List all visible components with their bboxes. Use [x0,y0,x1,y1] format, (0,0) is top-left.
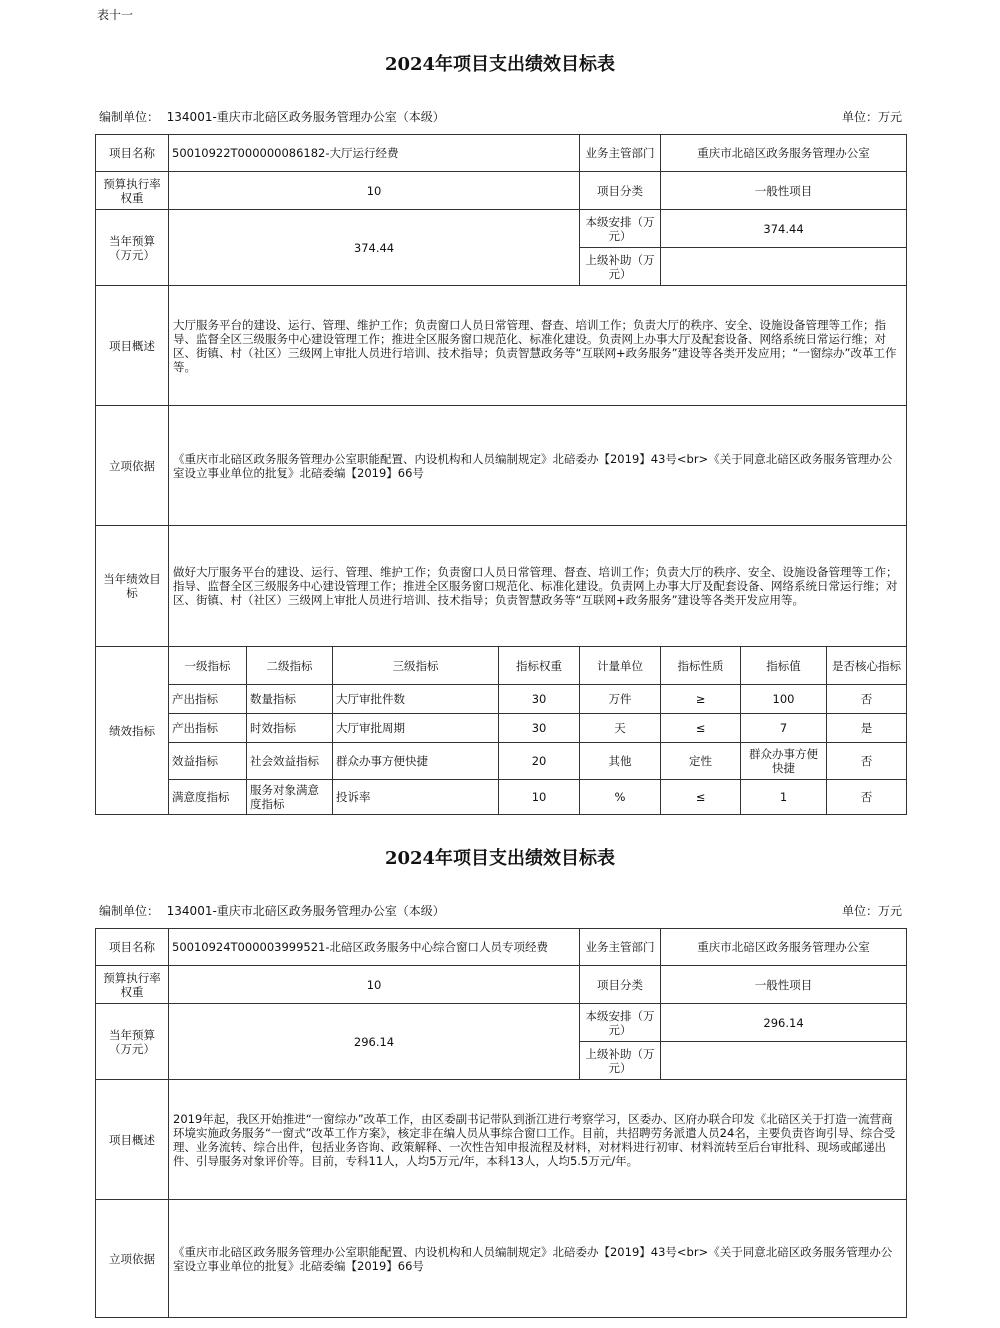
header-level1: 一级指标 [169,647,247,685]
indicator-core: 否 [827,685,907,714]
indicator-weight: 30 [499,714,580,743]
indicator-level1: 产出指标 [169,685,247,714]
indicator-unit: % [580,780,661,815]
label-dept: 业务主管部门 [580,929,661,966]
indicator-weight: 10 [499,780,580,815]
table-row [96,685,907,714]
value-budget: 296.14 [169,1004,580,1080]
form1-title: 2024年项目支出绩效目标表 [384,54,616,75]
value-weight: 10 [169,172,580,210]
label-category: 项目分类 [580,966,661,1004]
value-overview: 2019年起，我区开始推进“一窗综办”改革工作，由区委副书记带队到浙江进行考察学习，区委办、区府办联合印发《北碚区关于打造一流营商环境实施政务服务“一窗式”改革工作方案》，核定非在编人员从事综合窗口工作。目前，共招聘劳务派遣人员24名，主要负责咨询引导、综合受理、业务流转、综合出件，包括业务咨询、政策解释、一次性告知申报流程及材料，对材料进行初审、材料流转至后台审批科、现场或邮递出件、引导服务对象评价等。目前，专科11人，人均5万元/年，本科13人，人均5.5万元/年。 [169,1080,907,1200]
org-name: 134001-重庆市北碚区政务服务管理办公室（本级） [166,904,445,918]
indicator-value: 7 [741,714,827,743]
label-budget: 当年预算（万元） [96,210,169,286]
header-unit: 计量单位 [580,647,661,685]
indicator-weight: 20 [499,743,580,780]
value-category: 一般性项目 [661,172,907,210]
indicator-level1: 满意度指标 [169,780,247,815]
indicator-level3: 群众办事方便快捷 [333,743,499,780]
label-basis: 立项依据 [96,1200,169,1318]
label-category: 项目分类 [580,172,661,210]
header-level3: 三级指标 [333,647,499,685]
form2-org [99,902,445,919]
label-project-name: 项目名称 [96,135,169,172]
form1-table [95,134,907,815]
table-row [96,780,907,815]
form1-unit: 单位：万元 [841,110,902,124]
value-overview: 大厅服务平台的建设、运行、管理、维护工作；负责窗口人员日常管理、督查、培训工作；负责大厅的秩序、安全、设施设备管理等工作；指导、监督全区三级服务中心建设管理工作；推进全区服务窗口规范化、标准化建设。负责网上办事大厅及配套设备、网络系统日常运行维；对区、街镇、村（社区）三级网上审批人员进行培训、技术指导；负责智慧政务等“互联网+政务服务”建设等各类开发应用；“一窗综办”改革工作等。 [169,286,907,406]
header-level2: 二级指标 [247,647,333,685]
value-budget: 374.44 [169,210,580,286]
indicator-header-row [96,647,907,685]
value-local: 374.44 [661,210,907,248]
indicator-level2: 社会效益指标 [247,743,333,780]
header-core: 是否核心指标 [827,647,907,685]
form1-org [99,108,445,125]
indicator-unit: 万件 [580,685,661,714]
label-upper: 上级补助（万元） [580,1042,661,1080]
value-weight: 10 [169,966,580,1004]
indicator-unit: 天 [580,714,661,743]
value-category: 一般性项目 [661,966,907,1004]
indicator-nature: ≥ [661,685,741,714]
header-value: 指标值 [741,647,827,685]
value-upper [661,248,907,286]
value-basis: 《重庆市北碚区政务服务管理办公室职能配置、内设机构和人员编制规定》北碚委办【2019】43号<br>《关于同意北碚区政务服务管理办公室设立事业单位的批复》北碚委编【2019】66号 [169,1200,907,1318]
indicator-core: 否 [827,743,907,780]
value-dept: 重庆市北碚区政务服务管理办公室 [661,135,907,172]
form2-title: 2024年项目支出绩效目标表 [384,848,616,869]
indicator-nature: 定性 [661,743,741,780]
label-goal: 当年绩效目标 [96,526,169,647]
indicator-value: 群众办事方便快捷 [741,743,827,780]
value-upper [661,1042,907,1080]
org-label: 编制单位： [99,904,160,918]
form2-unit: 单位：万元 [841,904,902,918]
indicator-level2: 时效指标 [247,714,333,743]
indicator-level2: 服务对象满意度指标 [247,780,333,815]
indicator-nature: ≤ [661,780,741,815]
table-row [96,743,907,780]
label-upper: 上级补助（万元） [580,248,661,286]
org-label: 编制单位： [99,110,160,124]
label-local: 本级安排（万元） [580,210,661,248]
org-name: 134001-重庆市北碚区政务服务管理办公室（本级） [166,110,445,124]
label-weight: 预算执行率权重 [96,172,169,210]
indicator-core: 否 [827,780,907,815]
label-overview: 项目概述 [96,286,169,406]
header-weight: 指标权重 [499,647,580,685]
value-dept: 重庆市北碚区政务服务管理办公室 [661,929,907,966]
indicator-level1: 效益指标 [169,743,247,780]
value-goal: 做好大厅服务平台的建设、运行、管理、维护工作；负责窗口人员日常管理、督查、培训工作；负责大厅的秩序、安全、设施设备管理等工作；指导、监督全区三级服务中心建设管理工作；推进全区服务窗口规范化、标准化建设。负责网上办事大厅及配套设备、网络系统日常运行维；对区、街镇、村（社区）三级网上审批人员进行培训、技术指导；负责智慧政务等“互联网+政务服务”建设等各类开发应用等。 [169,526,907,647]
indicator-level1: 产出指标 [169,714,247,743]
indicator-weight: 30 [499,685,580,714]
value-basis: 《重庆市北碚区政务服务管理办公室职能配置、内设机构和人员编制规定》北碚委办【2019】43号<br>《关于同意北碚区政务服务管理办公室设立事业单位的批复》北碚委编【2019】66号 [169,406,907,526]
value-project-name: 50010922T000000086182-大厅运行经费 [169,135,580,172]
label-local: 本级安排（万元） [580,1004,661,1042]
indicator-core: 是 [827,714,907,743]
indicator-level3: 投诉率 [333,780,499,815]
indicator-nature: ≤ [661,714,741,743]
indicator-value: 1 [741,780,827,815]
value-local: 296.14 [661,1004,907,1042]
label-basis: 立项依据 [96,406,169,526]
indicator-level2: 数量指标 [247,685,333,714]
label-dept: 业务主管部门 [580,135,661,172]
value-project-name: 50010924T000003999521-北碚区政务服务中心综合窗口人员专项经费 [169,929,580,966]
label-budget: 当年预算（万元） [96,1004,169,1080]
label-project-name: 项目名称 [96,929,169,966]
corner-label: 表十一 [97,8,134,22]
label-perf: 绩效指标 [96,647,169,815]
label-weight: 预算执行率权重 [96,966,169,1004]
form2-table [95,928,907,1318]
indicator-level3: 大厅审批件数 [333,685,499,714]
indicator-value: 100 [741,685,827,714]
header-nature: 指标性质 [661,647,741,685]
table-row [96,714,907,743]
indicator-unit: 其他 [580,743,661,780]
label-overview: 项目概述 [96,1080,169,1200]
indicator-level3: 大厅审批周期 [333,714,499,743]
